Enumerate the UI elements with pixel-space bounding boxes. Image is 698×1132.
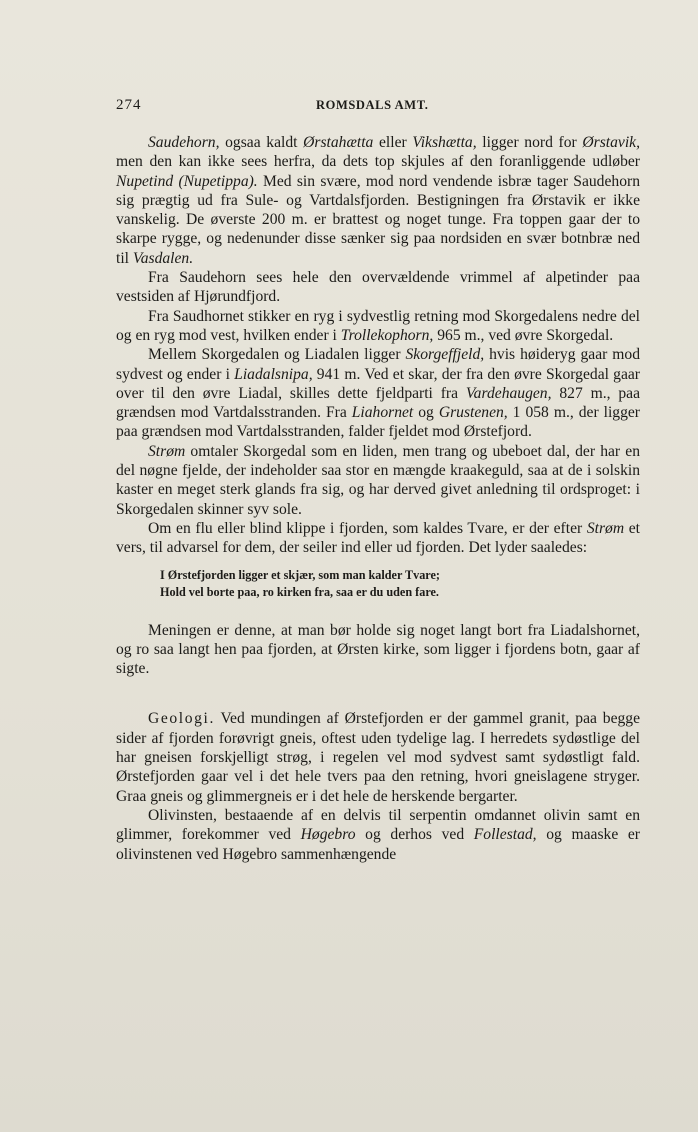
italic-term: Liahornet [351,404,414,422]
italic-term: Follestad, [473,826,537,844]
italic-term: Strøm [586,519,625,537]
italic-term: Ørstavik, [582,134,640,151]
paragraph-skorgedalen-liadalen: Mellem Skorgedalen og Liadalen ligger Skorgeffjeld, hvis høideryg gaar mod sydvest og ender i Liadalsnipa, 941 m. Ved et skar, der fra den øvre Skorgedal gaar over til den øvre Liadal, skilles dette fjeldparti fra Vardehaugen, 827 m., paa grændsen mod Vartdalsstranden. Fra Liahornet og Grustenen, 1 058 m., der ligger paa grændsen mod Vartdalsstranden, falder fjeldet mod Ørstefjord. [116,346,641,441]
italic-term: Grustenen, [438,404,508,422]
paragraph-saudhornet-ryg: Fra Saudhornet stikker en ryg i sydvestlig retning mod Skorgedalens nedre del og en ryg mod vest, hvilken ender i Trollekophorn, 965 m., ved øvre Skorgedal. [116,307,640,344]
paragraph-meningen: Meningen er denne, at man bør holde sig noget langt bort fra Liadalshornet, og ro saa langt hen paa fjorden, at Ørsten kirke, som ligger i fjordens botn, gaar af sigte. [116,621,640,678]
italic-term: Trollekophorn, [340,326,434,344]
italic-term: Vardehaugen, [465,384,552,402]
spacer [116,601,640,621]
page-body [116,133,640,864]
paragraph-alpetinder: Fra Saudehorn sees hele den overvældende vrimmel af alpetinder paa vestsiden af Hjørundfjord. [116,269,640,306]
page-number: 274 [116,97,142,113]
verse-line-2: Hold vel borte paa, ro kirken fra, saa er du uden fare. [160,584,439,599]
paragraph-saudehorn: Saudehorn, ogsaa kaldt Ørstahætta eller Vikshætta, ligger nord for Ørstavik, men den kan ikke sees herfra, da dets top skjules af den foranliggende udløber Nupetind (Nupetippa). Med sin svære, mod nord vendende isbræ tager Saudehorn sig prægtig ud fra Sule- og Vartdalsfjorden. Bestigningen fra Ørstavik er ikke vanskelig. De øverste 200 m. er brattest og noget tunge. Fra toppen gaar der to skarpe rygge, og nedenunder disse sænker sig paa nordsiden en svær botnbræ ned til Vasdalen. [116,134,640,267]
paragraph-tvare: Om en flu eller blind klippe i fjorden, som kaldes Tvare, er der efter Strøm et vers, til advarsel for dem, der seiler ind eller ud fjorden. Det lyder saaledes: [116,519,640,557]
italic-term: Høgebro [300,826,356,844]
italic-term: Nupetind (Nupetippa). [116,172,258,190]
italic-term: Strøm [148,442,186,460]
section-spacer [116,678,640,709]
verse-line-1: I Ørstefjorden ligger et skjær, som man kalder Tvare; [160,567,440,582]
italic-term: Ørstahætta [303,134,374,151]
paragraph-geologi: Geologi. Ved mundingen af Ørstefjorden er der gammel granit, paa begge sider af fjorden forøvrigt gneis, oftest uden tydelige lag. I herredets sydøstlige del har gneisen forskjelligt strøg, i regelen vel mod sydvest samt sydøstligt fald. Ørstefjorden gaar vel i det hele tvers paa den retning, hvori gneislagene stryger. Graa gneis og glimmergneis er i det hele de herskende bergarter. [116,710,640,805]
italic-term: Vikshætta, [412,134,477,151]
verse-block [160,567,640,601]
italic-term: Vasdalen. [132,249,194,267]
running-head: ROMSDALS AMT. [316,98,429,112]
paragraph-olivinsten: Olivinsten, bestaaende af en delvis til serpentin omdannet olivin samt en glimmer, forekommer ved Høgebro og derhos ved Follestad, og maaske er olivinstenen ved Høgebro sammenhængende [116,806,640,863]
italic-term: Saudehorn, [148,134,220,151]
section-heading: Geologi. [148,710,215,728]
paragraph-strom-skorgedal: Strøm omtaler Skorgedal som en liden, men trang og ubeboet dal, der har en del nøgne fjelde, der indeholder saa stor en mængde kraakeguld, saa at de i solskin kaster en meget sterk glands fra sig, og har derved givet anledning til ordsproget: i Skorgedalen skinner syv sole. [116,442,640,518]
italic-term: Skorgeffjeld, [405,346,485,364]
italic-term: Liadalsnipa, [234,365,313,383]
